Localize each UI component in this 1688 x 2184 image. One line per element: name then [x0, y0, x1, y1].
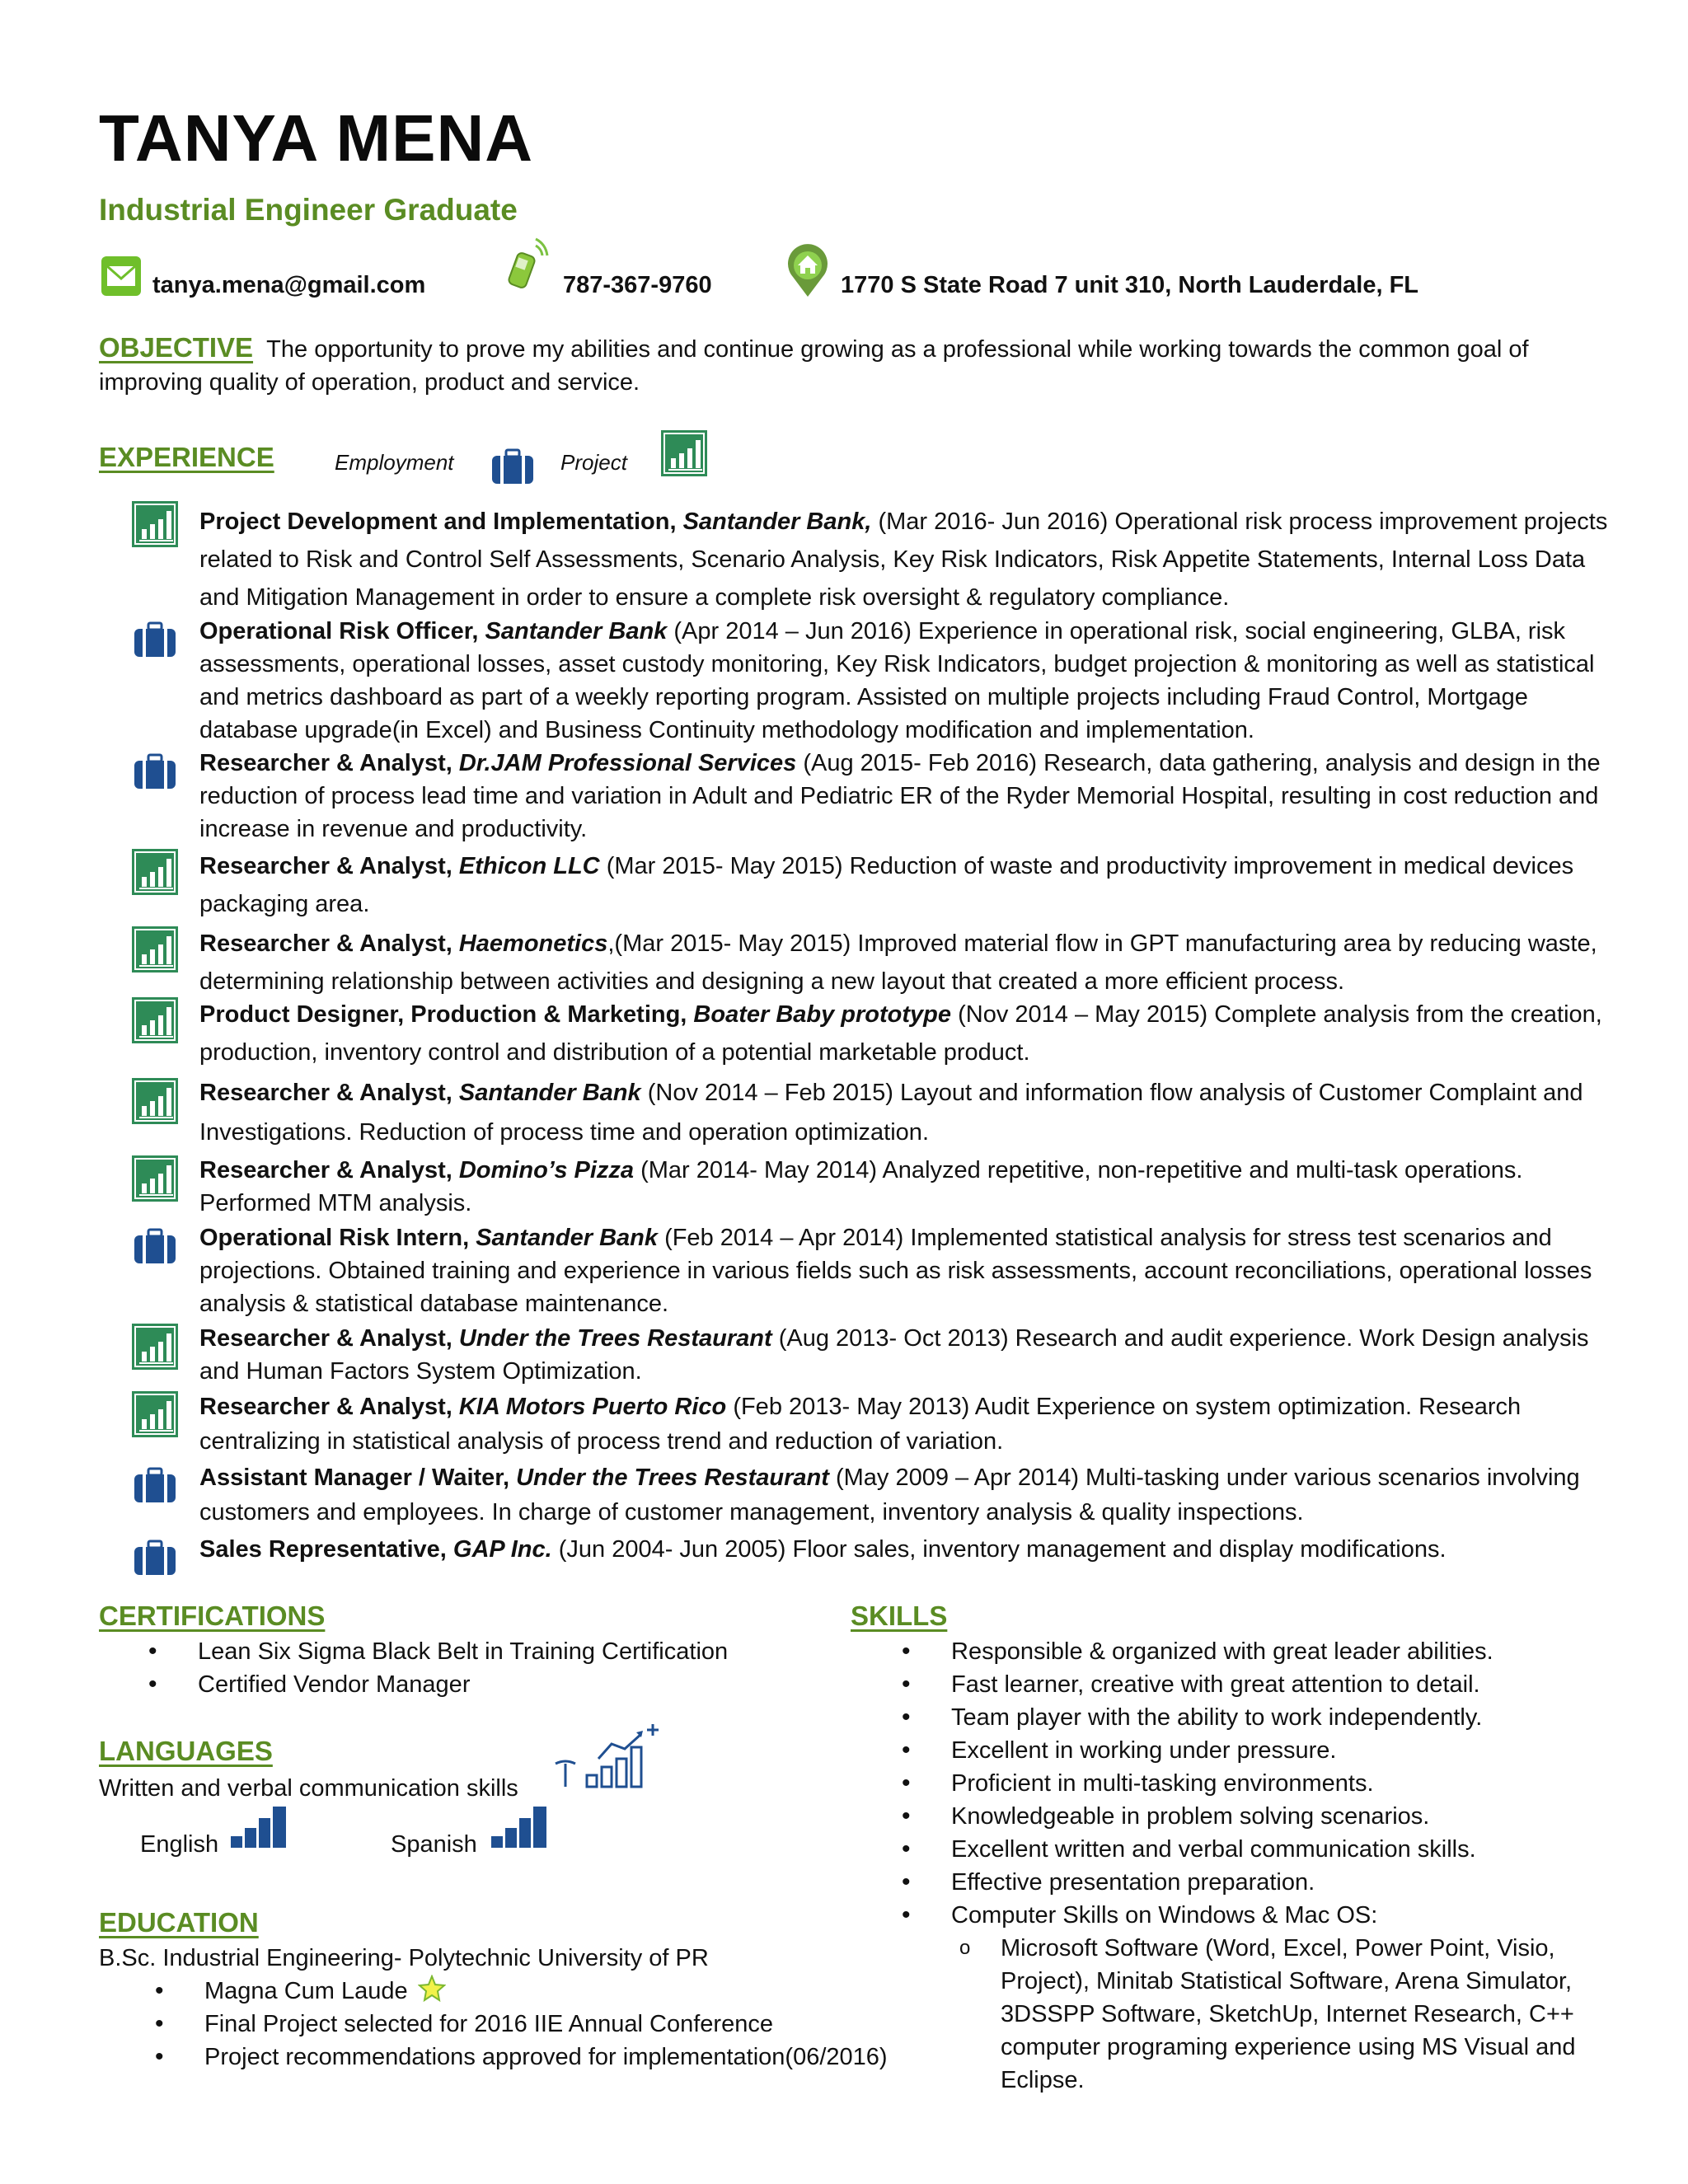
bar-chart-icon [132, 926, 178, 972]
item-description: (Apr 2014 – Jun 2016) Experience in operational risk, social engineering, GLBA, risk assessments, operational losses, asset custody monitoring, Key Risk Indicators, budget projection & monitoring as well as statistical and metrics dashboard as part of a weekly reporting program. Assisted on multiple projects including Fraud Control, Mortgage database upgrade(in Excel) and Business Continuity methodology modification and implementation. [199, 618, 1595, 743]
item-company: Domino’s Pizza [458, 1157, 635, 1183]
item-company: Boater Baby prototype [693, 1001, 952, 1028]
education-item: • Final Project selected for 2016 IIE Annual Conference [204, 2008, 946, 2041]
item-title: Researcher & Analyst, [199, 853, 452, 879]
skills-heading: SKILLS [851, 1601, 948, 1631]
bar-chart-icon [132, 1391, 178, 1437]
skill-item: • Excellent in working under pressure. [951, 1734, 1611, 1767]
objective-heading: OBJECTIVE [99, 332, 254, 363]
spanish-level-icon [491, 1807, 549, 1851]
item-company: Dr.JAM Professional Services [458, 750, 797, 776]
languages-intro: Written and verbal communication skills [99, 1775, 518, 1802]
item-title: Operational Risk Officer, [199, 618, 479, 644]
language-spanish: Spanish [391, 1831, 477, 1858]
education-item: • Project recommendations approved for implementation(06/2016) [204, 2041, 946, 2074]
item-title: Assistant Manager / Waiter, [199, 1465, 510, 1491]
certification-item: • Lean Six Sigma Black Belt in Training Certification [198, 1635, 775, 1668]
education-heading: EDUCATION [99, 1907, 259, 1938]
education-item [204, 1975, 946, 2008]
phone-icon [504, 232, 554, 295]
bar-chart-icon [132, 1155, 178, 1202]
item-company: Ethicon LLC [458, 853, 600, 879]
home-location-icon [785, 244, 831, 298]
item-title: Researcher & Analyst, [199, 930, 452, 957]
briefcase-icon [132, 1223, 178, 1269]
skill-item: • Responsible & organized with great leader abilities. [951, 1635, 1611, 1668]
item-description: (Nov 2014 – Feb 2015) Layout and information flow analysis of Customer Complaint and Investigations. Reduction of process time and operation optimization. [199, 1080, 1583, 1146]
english-level-icon [231, 1807, 288, 1851]
skill-item: • Fast learner, creative with great attention to detail. [951, 1668, 1611, 1701]
language-english: English [140, 1831, 219, 1858]
education-item-text: Magna Cum Laude [204, 1978, 408, 2004]
item-company: Under the Trees Restaurant [458, 1325, 772, 1352]
item-title: Researcher & Analyst, [199, 1394, 452, 1420]
item-company: GAP Inc. [452, 1536, 552, 1563]
item-description: (Mar 2015- May 2015) Reduction of waste and productivity improvement in medical devices packaging area. [199, 853, 1574, 917]
languages-heading: LANGUAGES [99, 1736, 273, 1766]
skill-item: • Computer Skills on Windows & Mac OS: [951, 1899, 1611, 1932]
item-company: Haemonetics [458, 930, 608, 957]
candidate-subtitle: Industrial Engineer Graduate [99, 193, 518, 227]
bar-chart-icon [132, 1324, 178, 1370]
item-description: (Feb 2013- May 2013) Audit Experience on system optimization. Research centralizing in statistical analysis of process trend and reduction of variation. [199, 1394, 1522, 1455]
item-company: Santander Bank [458, 1080, 641, 1106]
legend-project-label: Project [560, 450, 627, 475]
item-company: Santander Bank, [682, 509, 872, 535]
certifications-list [198, 1635, 775, 1701]
certification-item: • Certified Vendor Manager [198, 1668, 775, 1701]
bar-chart-icon [132, 849, 178, 895]
briefcase-icon [490, 443, 536, 490]
item-company: Santander Bank [485, 618, 668, 644]
skill-item: • Effective presentation preparation. [951, 1866, 1611, 1899]
education-list [204, 1975, 946, 2074]
objective-section [99, 331, 1599, 399]
item-company: KIA Motors Puerto Rico [458, 1394, 727, 1420]
computer-skills-item: o Microsoft Software (Word, Excel, Power Point, Visio, Project), Minitab Statistical Software, Arena Simulator, 3DSSPP Software, SketchUp, Internet Research, C++ computer programing experience using MS Visual and Eclipse. [1001, 1932, 1611, 2097]
candidate-name: TANYA MENA [99, 101, 534, 175]
experience-legend [335, 443, 730, 493]
skill-item: • Proficient in multi-tasking environments. [951, 1767, 1611, 1800]
star-icon [418, 1975, 446, 2003]
item-title: Sales Representative, [199, 1536, 447, 1563]
item-company: Under the Trees Restaurant [516, 1465, 829, 1491]
briefcase-icon [132, 616, 178, 663]
skill-item: • Team player with the ability to work independently. [951, 1701, 1611, 1734]
skill-item: • Knowledgeable in problem solving scenarios. [951, 1800, 1611, 1833]
briefcase-icon [132, 1462, 178, 1508]
skill-item: • Excellent written and verbal communication skills. [951, 1833, 1611, 1866]
item-title: Researcher & Analyst, [199, 1080, 452, 1106]
item-description: (Mar 2016- Jun 2016) Operational risk process improvement projects related to Risk and Control Self Assessments, Scenario Analysis, Key Risk Indicators, Risk Appetite Statements, Internal Loss Data and Mitigation Management in order to ensure a complete risk oversight & regulatory compliance. [199, 509, 1608, 611]
bar-chart-icon [661, 430, 707, 476]
item-description: (Feb 2014 – Apr 2014) Implemented statistical analysis for stress test scenarios and projections. Obtained training and experience in various fields such as risk assessments, account reconciliations, operational losses analysis & statistical database maintenance. [199, 1225, 1592, 1317]
item-title: Researcher & Analyst, [199, 1325, 452, 1352]
item-description: (Aug 2015- Feb 2016) Research, data gathering, analysis and design in the reduction of process lead time and variation in Adult and Pediatric ER of the Ryder Memorial Hospital, resulting in cost reduction and increase in revenue and productivity. [199, 750, 1601, 842]
item-title: Project Development and Implementation, [199, 509, 677, 535]
item-company: Santander Bank [476, 1225, 658, 1251]
item-description: (Nov 2014 – May 2015) Complete analysis from the creation, production, inventory control and distribution of a potential marketable product. [199, 1001, 1602, 1066]
briefcase-icon [132, 748, 178, 794]
computer-skills-sublist [1001, 1932, 1611, 2097]
item-title: Researcher & Analyst, [199, 1157, 452, 1183]
phone-number[interactable]: 787-367-9760 [563, 272, 712, 298]
education-degree: B.Sc. Industrial Engineering- Polytechnic University of PR [99, 1945, 709, 1971]
legend-employment-label: Employment [335, 450, 454, 475]
skills-list [951, 1635, 1611, 1932]
item-description: (Aug 2013- Oct 2013) Research and audit experience. Work Design analysis and Human Factors System Optimization. [199, 1325, 1589, 1385]
signal-growth-icon [554, 1722, 661, 1790]
email-address[interactable]: tanya.mena@gmail.com [152, 272, 426, 298]
item-title: Product Designer, Production & Marketing, [199, 1001, 687, 1028]
email-icon [101, 255, 142, 297]
briefcase-icon [132, 1535, 178, 1581]
item-description: (Mar 2014- May 2014) Analyzed repetitive, non-repetitive and multi-task operations. Performed MTM analysis. [199, 1157, 1523, 1216]
bar-chart-icon [132, 1078, 178, 1124]
objective-text: The opportunity to prove my abilities and continue growing as a professional while working towards the common goal of improving quality of operation, product and service. [99, 336, 1529, 396]
bar-chart-icon [132, 997, 178, 1043]
certifications-heading: CERTIFICATIONS [99, 1601, 326, 1631]
bar-chart-icon [132, 501, 178, 547]
item-description: (Jun 2004- Jun 2005) Floor sales, inventory management and display modifications. [558, 1536, 1447, 1563]
item-description: (May 2009 – Apr 2014) Multi-tasking under various scenarios involving customers and employees. In charge of customer management, inventory analysis & quality inspections. [199, 1465, 1580, 1526]
item-title: Researcher & Analyst, [199, 750, 452, 776]
item-description: ,(Mar 2015- May 2015) Improved material flow in GPT manufacturing area by reducing waste, determining relationship between activities and designing a new layout that created a more efficient process. [199, 930, 1597, 995]
mailing-address: 1770 S State Road 7 unit 310, North Lauderdale, FL [841, 272, 1419, 298]
experience-heading: EXPERIENCE [99, 442, 274, 472]
item-title: Operational Risk Intern, [199, 1225, 470, 1251]
